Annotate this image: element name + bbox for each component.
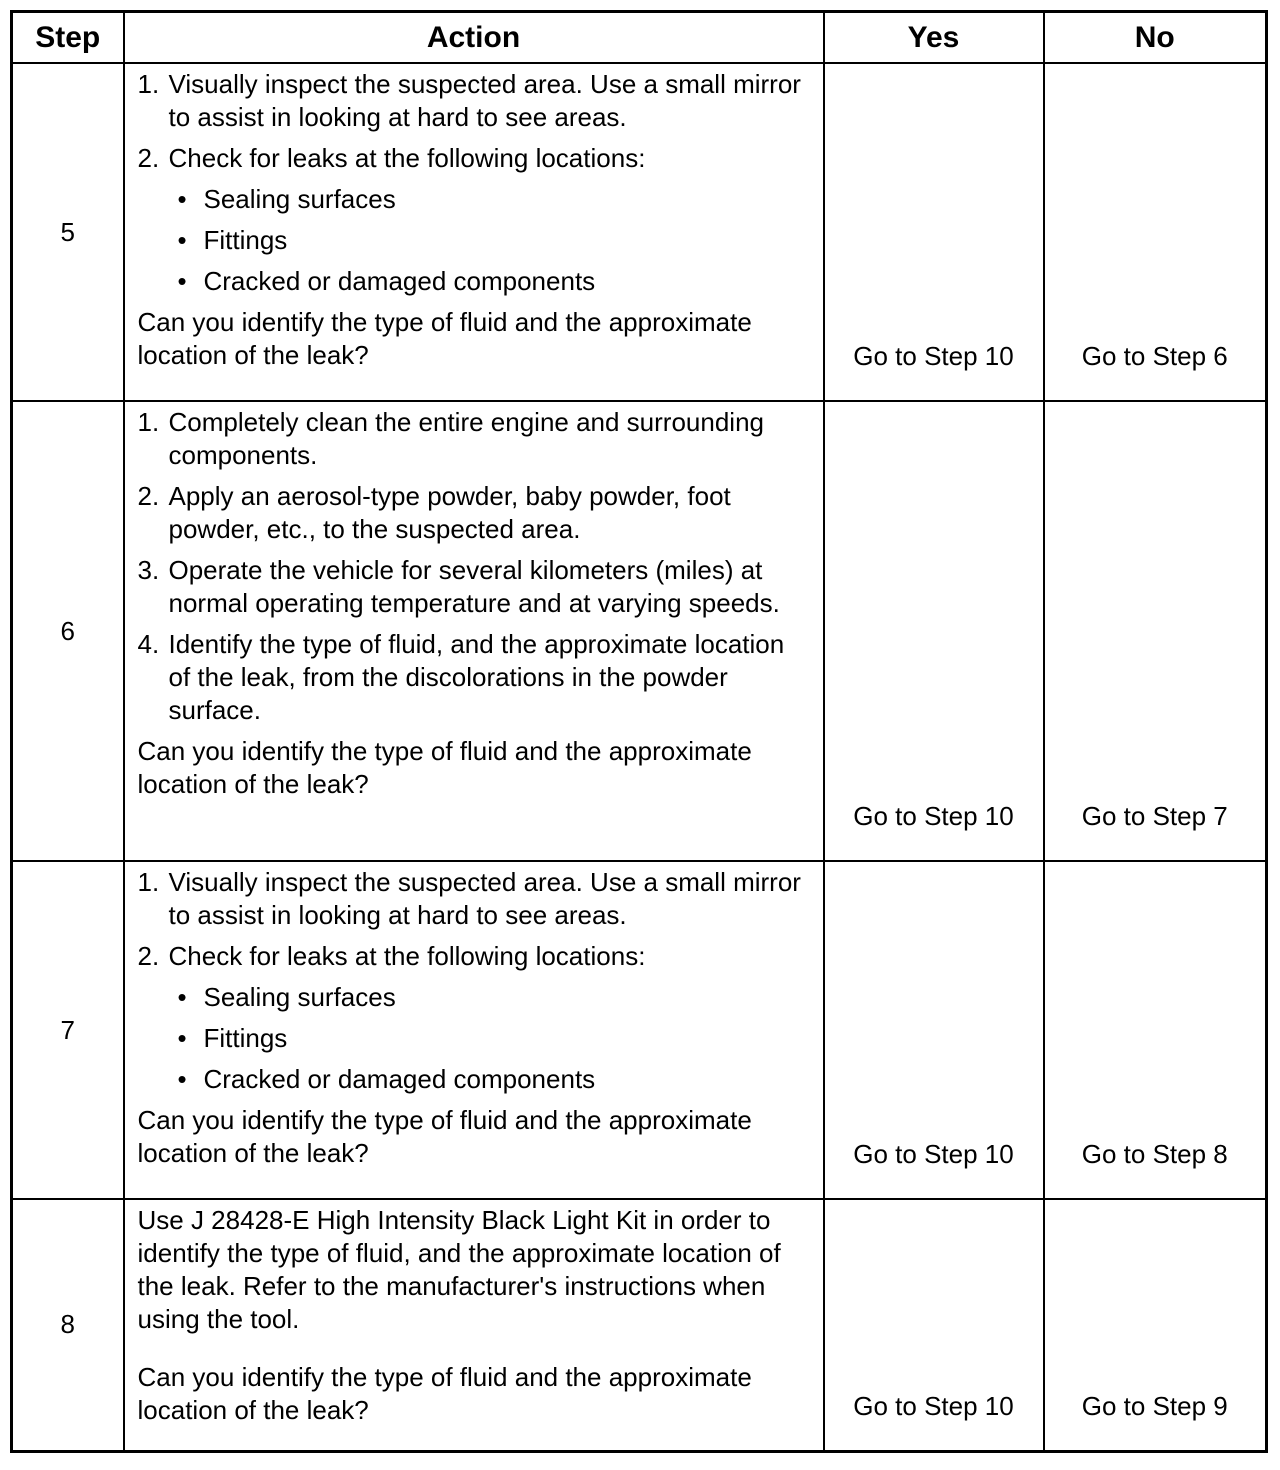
- bullet-icon: •: [177, 1064, 187, 1094]
- step-number: 7: [12, 861, 124, 1199]
- bullet-item: [138, 1063, 813, 1096]
- list-text: Identify the type of fluid, and the approximate location of the leak, from the discolorations in the powder surface.: [168, 629, 785, 725]
- question-text: Can you identify the type of fluid and the approximate location of the leak?: [137, 736, 752, 799]
- bullet-icon: •: [177, 184, 187, 214]
- bullet-text: Sealing surfaces: [203, 184, 396, 214]
- question-text: Can you identify the type of fluid and the approximate location of the leak?: [137, 1105, 752, 1168]
- bullet-text: Sealing surfaces: [203, 982, 396, 1012]
- no-result: Go to Step 9: [1044, 1199, 1267, 1451]
- list-number: 2.: [137, 941, 160, 971]
- yes-result: Go to Step 10: [824, 1199, 1044, 1451]
- no-result: Go to Step 8: [1044, 861, 1267, 1199]
- bullet-item: [138, 265, 813, 298]
- bullet-text: Cracked or damaged components: [203, 1064, 596, 1094]
- list-item: [138, 480, 813, 546]
- list-number: 1.: [137, 867, 160, 897]
- list-item: [138, 940, 813, 973]
- list-item: [138, 866, 813, 932]
- diagnostic-table: [10, 10, 1268, 1453]
- header-step: Step: [12, 12, 124, 64]
- list-number: 2.: [137, 143, 160, 173]
- bullet-icon: •: [177, 1023, 187, 1053]
- list-text: Completely clean the entire engine and surrounding components.: [168, 407, 764, 470]
- list-text: Apply an aerosol-type powder, baby powder, foot powder, etc., to the suspected area.: [168, 481, 731, 544]
- header-action: Action: [124, 12, 824, 64]
- step-number: 5: [12, 63, 124, 401]
- bullet-text: Fittings: [203, 225, 288, 255]
- list-number: 4.: [137, 629, 160, 659]
- bullet-text: Fittings: [203, 1023, 288, 1053]
- header-no: No: [1044, 12, 1267, 64]
- bullet-icon: •: [177, 266, 187, 296]
- bullet-item: [138, 224, 813, 257]
- table-row: [12, 1199, 1267, 1451]
- question-text: Can you identify the type of fluid and the approximate location of the leak?: [137, 307, 752, 370]
- list-number: 3.: [137, 555, 160, 585]
- header-row: [12, 12, 1267, 64]
- list-item: [138, 406, 813, 472]
- step-number: 8: [12, 1199, 124, 1451]
- bullet-icon: •: [177, 225, 187, 255]
- list-text: Operate the vehicle for several kilometers (miles) at normal operating temperature and at varying speeds.: [168, 555, 780, 618]
- instruction-paragraph: Use J 28428-E High Intensity Black Light Kit in order to identify the type of fluid, and the approximate location of the leak. Refer to the manufacturer's instructions when using the tool.: [137, 1205, 781, 1334]
- yes-result: Go to Step 10: [824, 401, 1044, 861]
- list-item: [138, 628, 813, 727]
- table-row: [12, 401, 1267, 861]
- question-text: Can you identify the type of fluid and the approximate location of the leak?: [137, 1362, 752, 1425]
- action-cell: [124, 861, 824, 1199]
- step-number: 6: [12, 401, 124, 861]
- action-cell: [124, 401, 824, 861]
- yes-result: Go to Step 10: [824, 63, 1044, 401]
- list-number: 2.: [137, 481, 160, 511]
- list-text: Check for leaks at the following locations:: [168, 143, 646, 173]
- action-cell: [124, 63, 824, 401]
- list-item: [138, 554, 813, 620]
- bullet-item: [138, 183, 813, 216]
- yes-result: Go to Step 10: [824, 861, 1044, 1199]
- list-text: Visually inspect the suspected area. Use a small mirror to assist in looking at hard to see areas.: [168, 69, 801, 132]
- bullet-item: [138, 981, 813, 1014]
- bullet-icon: •: [177, 982, 187, 1012]
- list-text: Check for leaks at the following locations:: [168, 941, 646, 971]
- list-text: Visually inspect the suspected area. Use a small mirror to assist in looking at hard to see areas.: [168, 867, 801, 930]
- table-row: [12, 63, 1267, 401]
- action-cell: [124, 1199, 824, 1451]
- list-item: [138, 142, 813, 175]
- header-yes: Yes: [824, 12, 1044, 64]
- bullet-text: Cracked or damaged components: [203, 266, 596, 296]
- list-number: 1.: [137, 407, 160, 437]
- list-item: [138, 68, 813, 134]
- list-number: 1.: [137, 69, 160, 99]
- table-row: [12, 861, 1267, 1199]
- bullet-item: [138, 1022, 813, 1055]
- no-result: Go to Step 6: [1044, 63, 1267, 401]
- no-result: Go to Step 7: [1044, 401, 1267, 861]
